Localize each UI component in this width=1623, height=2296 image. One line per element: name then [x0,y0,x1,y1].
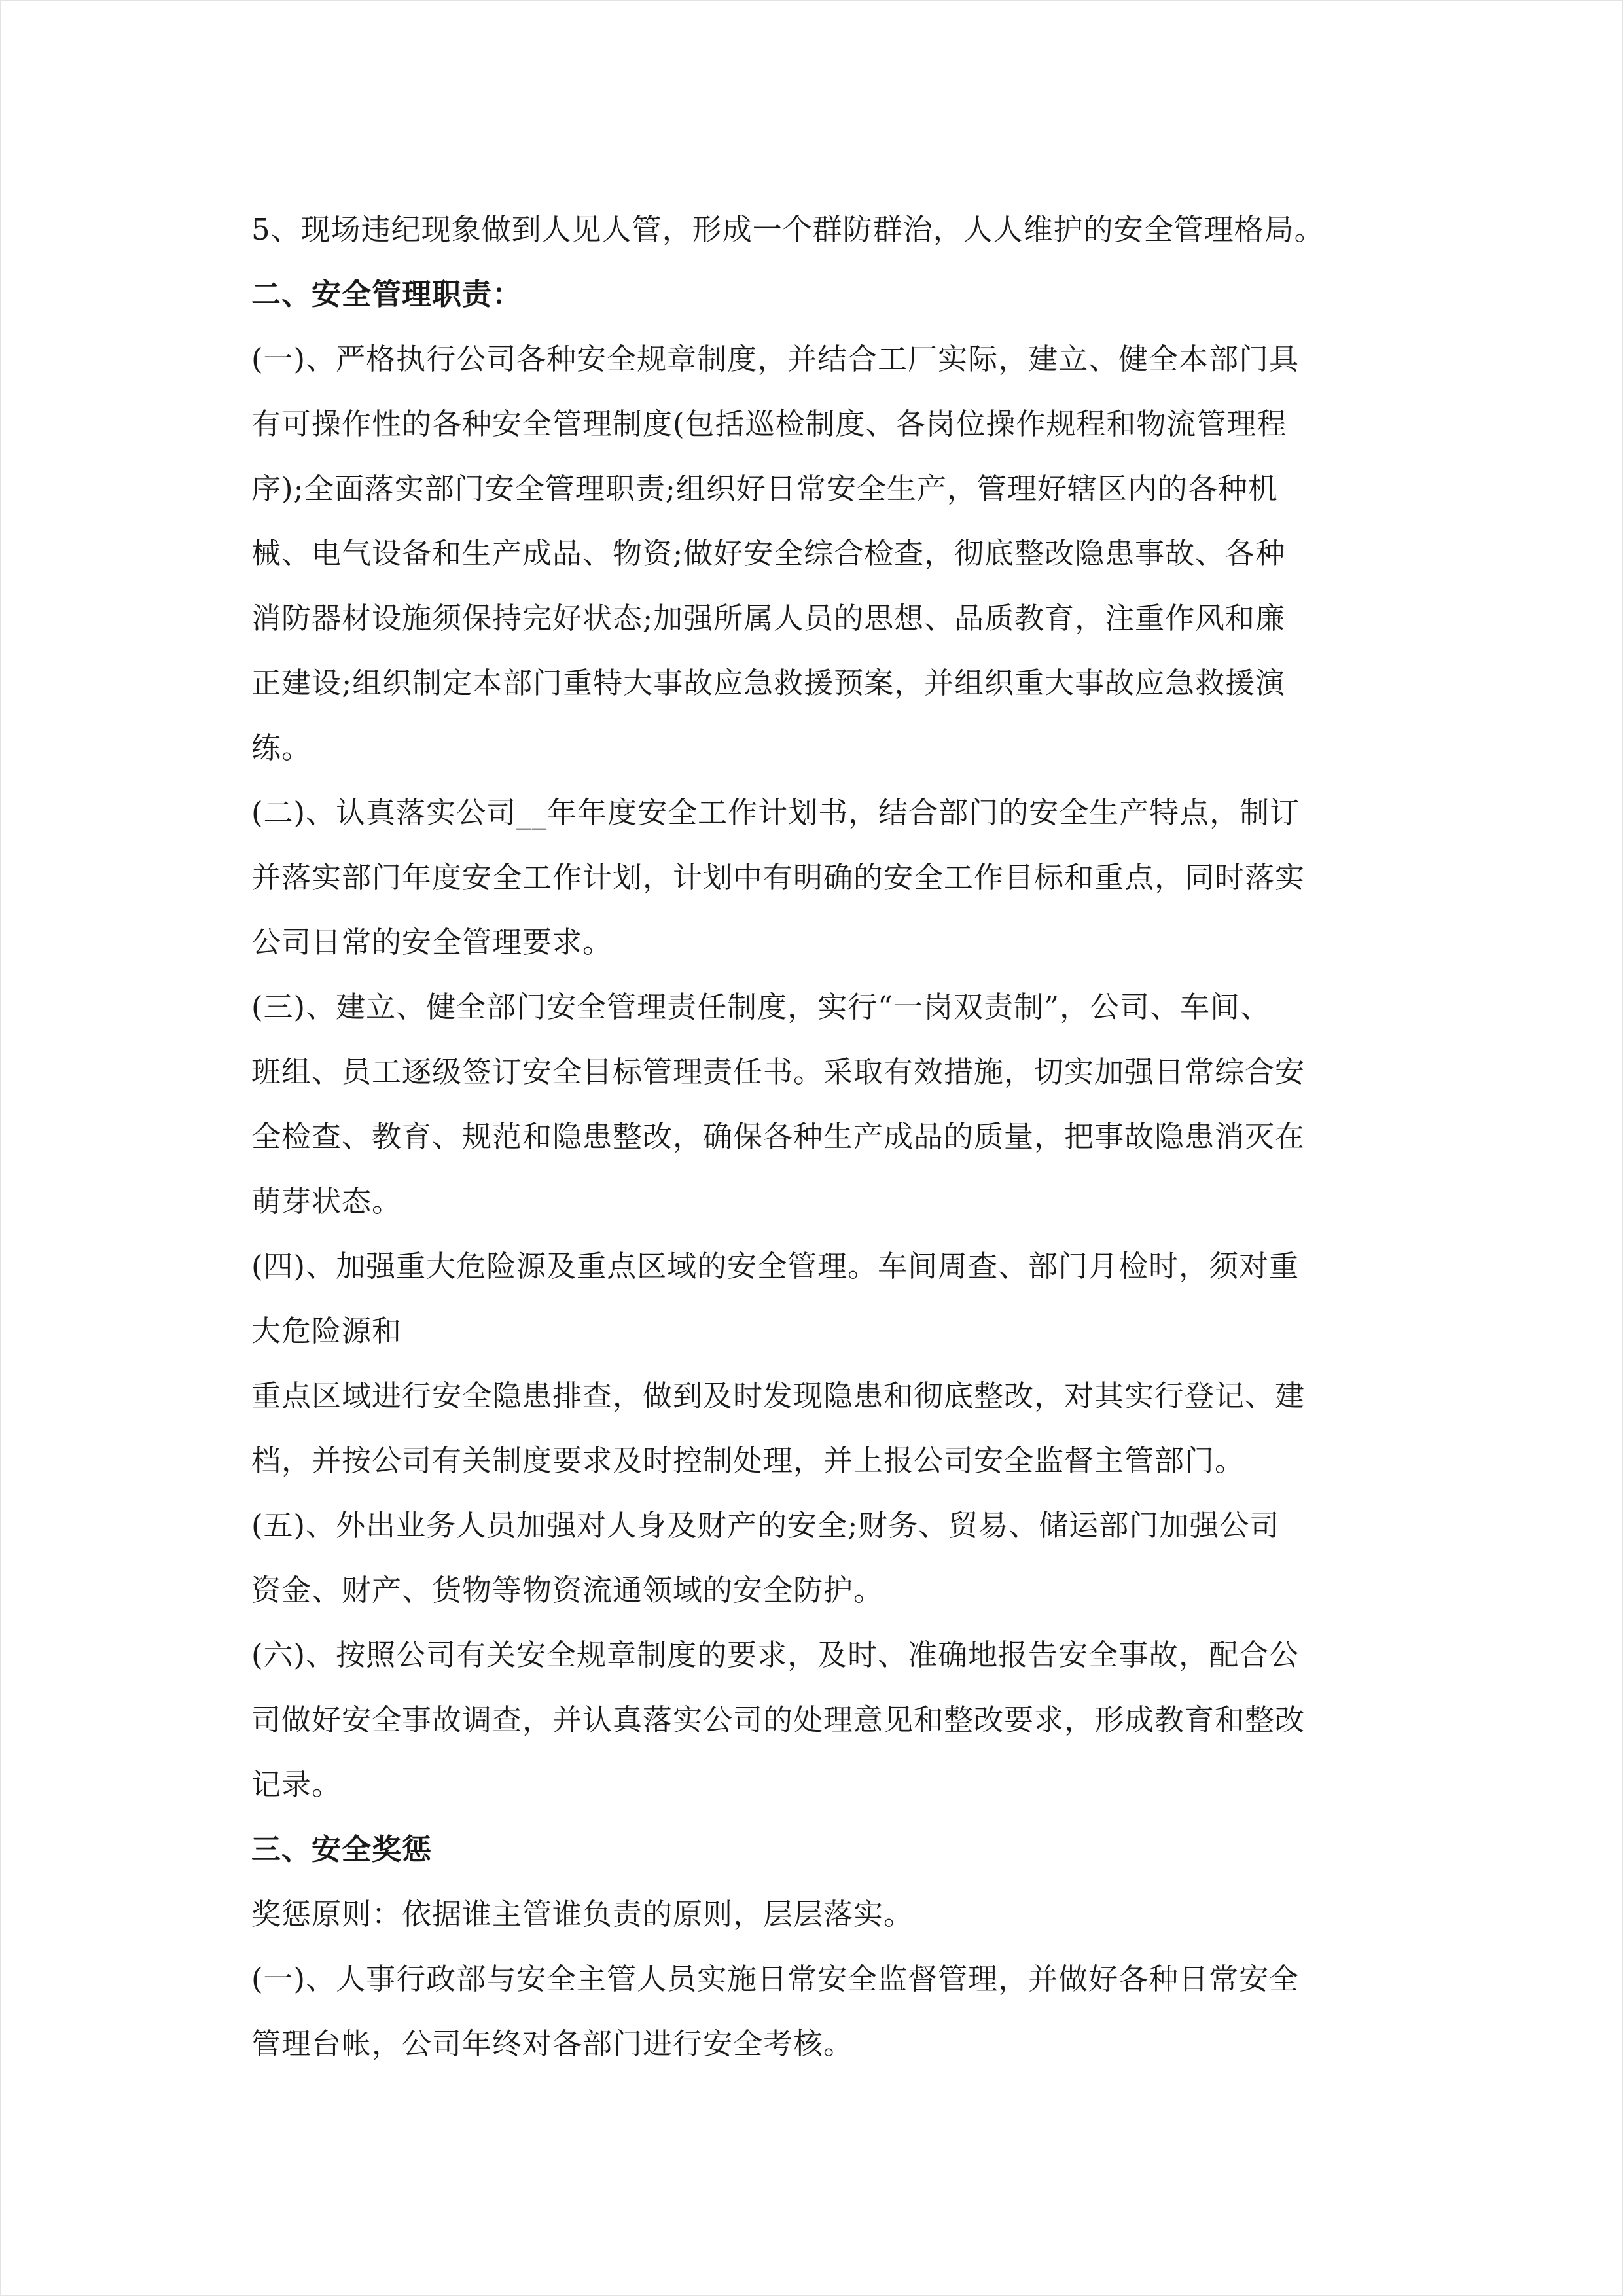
text-line: 正建设;组织制定本部门重特大事故应急救援预案，并组织重大事故应急救援演 [251,666,1286,700]
text-line: (四)、加强重大危险源及重点区域的安全管理。车间周查、部门月检时，须对重 [251,1249,1300,1283]
text-line: 重点区域进行安全隐患排查，做到及时发现隐患和彻底整改，对其实行登记、建 [251,1378,1306,1413]
text-line: 械、电气设备和生产成品、物资;做好安全综合检查，彻底整改隐患事故、各种 [251,536,1286,571]
text-line: 奖惩原则：依据谁主管谁负责的原则，层层落实。 [251,1897,914,1931]
text-line: 并落实部门年度安全工作计划，计划中有明确的安全工作目标和重点，同时落实 [251,860,1306,895]
text-line: 序);全面落实部门安全管理职责;组织好日常安全生产，管理好辖区内的各种机 [251,471,1278,506]
text-line: 练。 [251,730,312,765]
section-heading: 二、安全管理职责： [251,277,523,312]
text-line: 班组、员工逐级签订安全目标管理责任书。采取有效措施，切实加强日常综合安 [251,1054,1306,1089]
text-line: 消防器材设施须保持完好状态;加强所属人员的思想、品质教育，注重作风和廉 [251,601,1286,636]
text-line: 记录。 [251,1767,342,1802]
text-line: 5、现场违纪现象做到人见人管，形成一个群防群治，人人维护的安全管理格局。 [251,212,1325,247]
text-line: (一)、人事行政部与安全主管人员实施日常安全监督管理，并做好各种日常安全 [251,1962,1300,1996]
text-line: 萌芽状态。 [251,1184,402,1219]
text-line: (二)、认真落实公司__年年度安全工作计划书，结合部门的安全生产特点，制订 [251,795,1300,830]
text-line: 资金、财产、货物等物资流通领域的安全防护。 [251,1573,884,1607]
text-line: (五)、外出业务人员加强对人身及财产的安全;财务、贸易、储运部门加强公司 [251,1508,1280,1543]
text-line: 司做好安全事故调查，并认真落实公司的处理意见和整改要求，形成教育和整改 [251,1702,1306,1737]
text-line: 全检查、教育、规范和隐患整改，确保各种生产成品的质量，把事故隐患消灭在 [251,1119,1306,1154]
text-line: 大危险源和 [251,1314,402,1348]
section-heading: 三、安全奖惩 [251,1832,433,1867]
text-line: (六)、按照公司有关安全规章制度的要求，及时、准确地报告安全事故，配合公 [251,1638,1300,1672]
text-line: 档，并按公司有关制度要求及时控制处理，并上报公司安全监督主管部门。 [251,1443,1245,1478]
text-line: 公司日常的安全管理要求。 [251,925,613,960]
text-line: (一)、严格执行公司各种安全规章制度，并结合工厂实际，建立、健全本部门具 [251,342,1300,376]
text-line: 管理台帐，公司年终对各部门进行安全考核。 [251,2026,854,2061]
document-content [251,197,1413,2076]
text-line: (三)、建立、健全部门安全管理责任制度，实行“一岗双责制”，公司、车间、 [251,990,1271,1024]
text-line: 有可操作性的各种安全管理制度(包括巡检制度、各岗位操作规程和物流管理程 [251,406,1287,441]
